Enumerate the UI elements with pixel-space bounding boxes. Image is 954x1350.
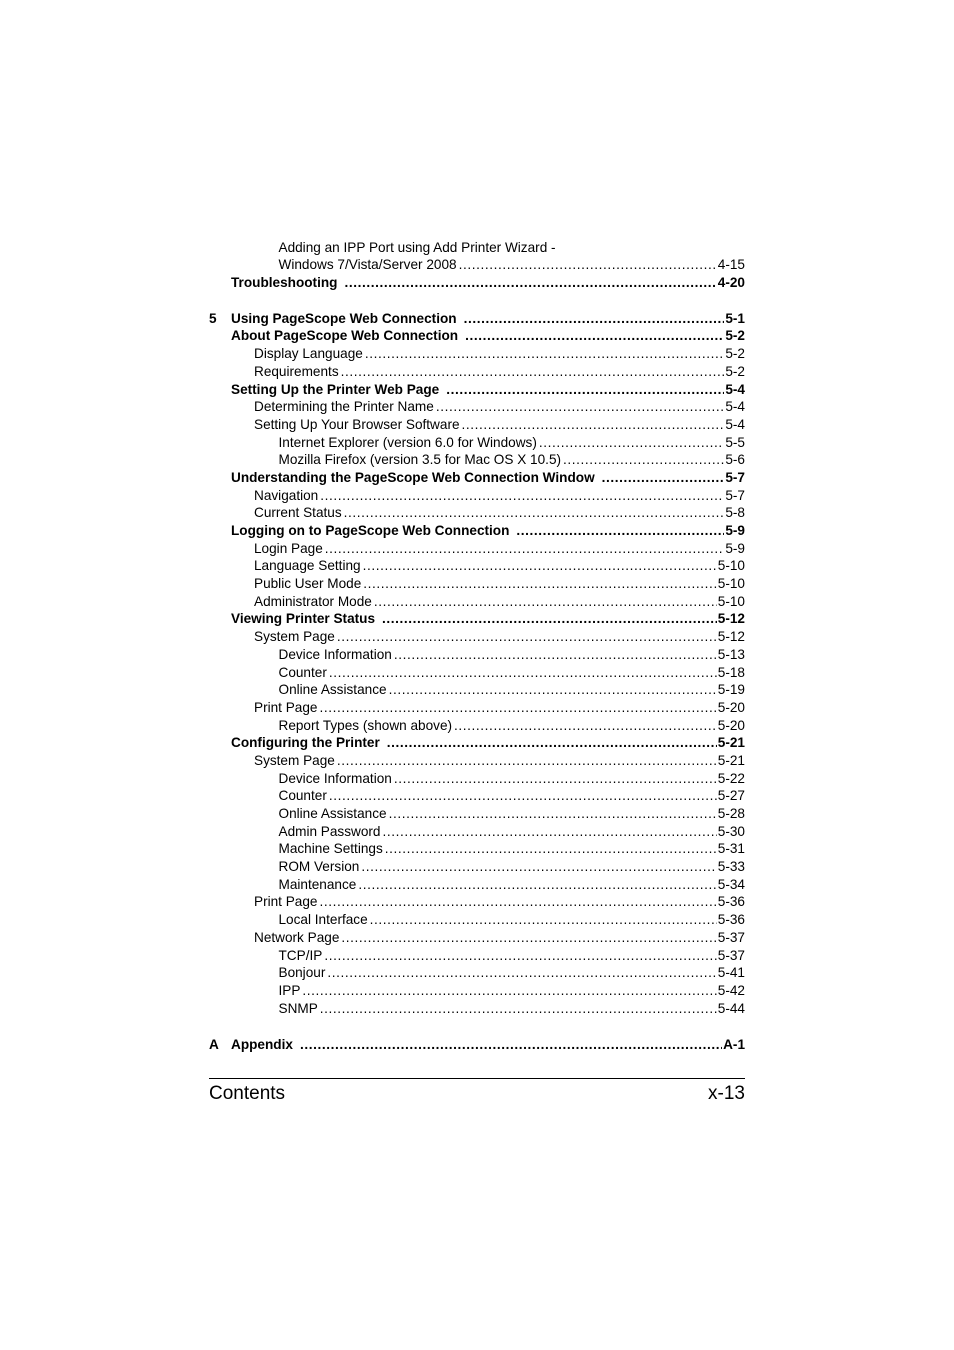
toc-dot-leader: [459, 257, 717, 272]
toc-page-number: 5-1: [725, 310, 745, 326]
toc-entry[interactable]: [209, 662, 745, 680]
toc-dot-leader: [394, 771, 717, 786]
toc-page-number: 5-21: [717, 752, 745, 768]
toc-dot-leader: [344, 505, 725, 520]
toc-page-number: 5-27: [717, 788, 745, 804]
toc-dot-leader: [370, 912, 717, 927]
toc-entry[interactable]: [209, 1035, 745, 1053]
toc-entry-title: Navigation: [254, 487, 319, 503]
toc-entry[interactable]: [209, 680, 745, 698]
toc-dot-leader: [563, 452, 724, 467]
toc-dot-leader: [325, 541, 725, 556]
toc-entry-title: Maintenance: [278, 876, 357, 892]
toc-entry[interactable]: [209, 874, 745, 892]
toc-entry[interactable]: [209, 927, 745, 945]
toc-page-number: 5-7: [725, 469, 745, 485]
toc-entry-title: Device Information: [278, 770, 392, 786]
toc-page-number: 5-2: [725, 328, 745, 344]
toc-page-number: 5-9: [725, 540, 745, 556]
toc-dot-leader: [454, 718, 717, 733]
toc-dot-leader: [374, 594, 717, 609]
toc-entry[interactable]: [209, 839, 745, 857]
toc-page-number: 5-21: [717, 735, 745, 751]
toc-page-number: 5-44: [717, 1000, 745, 1016]
toc-entry[interactable]: [209, 733, 745, 751]
toc-entry-title: Setting Up Your Browser Software: [254, 416, 460, 432]
toc-dot-leader: [329, 788, 717, 803]
toc-entry[interactable]: [209, 397, 745, 415]
toc-chapter-number: 5: [209, 310, 217, 326]
toc-entry[interactable]: [209, 450, 745, 468]
toc-entry[interactable]: [209, 538, 745, 556]
toc-entry-title: Requirements: [254, 363, 339, 379]
toc-page-number: 5-33: [717, 859, 745, 875]
toc-page-number: 5-2: [725, 346, 745, 362]
toc-dot-leader: [465, 328, 724, 343]
toc-entry-title: Bonjour: [278, 965, 326, 981]
toc-entry[interactable]: [209, 892, 745, 910]
toc-dot-leader: [516, 523, 724, 538]
toc-entry-title: Adding an IPP Port using Add Printer Wizard -: [278, 239, 556, 255]
toc-page-number: 4-20: [717, 275, 745, 291]
toc-page-number: 5-10: [717, 558, 745, 574]
toc-entry-title: Mozilla Firefox (version 3.5 for Mac OS X 10.5): [278, 452, 562, 468]
toc-entry[interactable]: [209, 998, 745, 1016]
toc-entry[interactable]: [209, 573, 745, 591]
toc-entry-title: About PageScope Web Connection: [231, 328, 459, 344]
toc-entry-title: Public User Mode: [254, 576, 362, 592]
toc-entry[interactable]: [209, 343, 745, 361]
toc-page-number: 5-28: [717, 806, 745, 821]
toc-dot-leader: [382, 611, 717, 626]
toc-entry-title: Machine Settings: [278, 841, 383, 857]
toc-page-number: 5-36: [717, 894, 745, 910]
toc-page-number: 5-41: [717, 965, 745, 981]
toc-page-number: 5-42: [717, 982, 745, 998]
toc-entry[interactable]: [209, 980, 745, 998]
toc-entry[interactable]: [209, 963, 745, 981]
toc-entry[interactable]: [209, 609, 745, 627]
toc-page-number: 5-31: [717, 841, 745, 857]
footer-page-number: x-13: [708, 1083, 745, 1104]
toc-entry-title: Logging on to PageScope Web Connection: [231, 523, 510, 538]
toc-page-number: 5-4: [725, 416, 745, 432]
toc-entry[interactable]: [209, 520, 745, 538]
toc-page-number: 5-36: [717, 912, 745, 928]
toc-page-number: 5-30: [717, 823, 745, 839]
toc-page-number: 5-6: [725, 452, 745, 468]
toc-entry-title: Troubleshooting: [231, 275, 338, 291]
toc-entry-title: Online Assistance: [278, 806, 387, 821]
toc-dot-leader: [462, 417, 725, 432]
toc-entry[interactable]: [209, 803, 745, 821]
toc-dot-leader: [329, 665, 717, 680]
toc-page-number: 4-15: [717, 257, 745, 273]
toc-entry[interactable]: [209, 856, 745, 874]
toc-page-number: 5-20: [717, 717, 745, 733]
toc-entry-title: Determining the Printer Name: [254, 399, 434, 415]
toc-entry-title: Understanding the PageScope Web Connection Window: [231, 469, 595, 485]
toc-page-number: 5-18: [717, 664, 745, 680]
toc-entry-title: IPP: [278, 982, 301, 998]
toc-dot-leader: [363, 576, 716, 591]
toc-page-number: 5-4: [725, 381, 745, 397]
toc-dot-leader: [320, 1001, 717, 1016]
toc-entry[interactable]: [209, 626, 745, 644]
toc-dot-leader: [383, 824, 717, 839]
toc-dot-leader: [464, 311, 725, 326]
toc-entry-title: Device Information: [278, 646, 392, 662]
toc-page-number: 5-13: [717, 646, 745, 662]
toc-entry[interactable]: [209, 432, 745, 450]
toc-entry-title: Language Setting: [254, 558, 361, 574]
toc-page-number: 5-22: [717, 770, 745, 786]
toc-page-number: 5-2: [725, 363, 745, 379]
toc-dot-leader: [341, 930, 716, 945]
toc-entry-title: Local Interface: [278, 912, 368, 928]
toc-page-number: 5-34: [717, 876, 745, 892]
toc-entry-title: Report Types (shown above): [278, 717, 453, 733]
toc-page-number: 5-10: [717, 593, 745, 609]
toc-page-number: 5-9: [725, 523, 745, 538]
footer-divider: [209, 1078, 745, 1079]
toc-entry-title: TCP/IP: [278, 947, 323, 963]
toc-page-number: 5-5: [725, 434, 745, 450]
toc-dot-leader: [602, 470, 725, 485]
toc-entry[interactable]: [209, 503, 745, 521]
toc-entry-title: Viewing Printer Status: [231, 611, 376, 627]
toc-dot-leader: [319, 700, 716, 715]
toc-entry[interactable]: [209, 326, 745, 344]
toc-dot-leader: [389, 806, 717, 821]
toc-dot-leader: [319, 894, 716, 909]
toc-entry-title: System Page: [254, 629, 335, 645]
toc-entry-title: Windows 7/Vista/Server 2008: [278, 257, 457, 273]
toc-dot-leader: [300, 1037, 722, 1052]
toc-entry[interactable]: [209, 237, 745, 255]
footer-section-title: Contents: [209, 1083, 286, 1104]
toc-entry-title: Using PageScope Web Connection: [231, 310, 457, 326]
toc-entry-title: ROM Version: [278, 859, 360, 875]
toc-entry-title: SNMP: [278, 1000, 318, 1016]
toc-dot-leader: [337, 629, 717, 644]
toc-dot-leader: [361, 859, 716, 874]
toc-dot-leader: [327, 965, 716, 980]
toc-entry[interactable]: [209, 556, 745, 574]
toc-page-number: 5-12: [717, 611, 745, 627]
toc-page-number: 5-20: [717, 699, 745, 715]
toc-entry[interactable]: [209, 945, 745, 963]
toc-dot-leader: [302, 983, 716, 998]
toc-entry[interactable]: [209, 379, 745, 397]
table-of-contents: [209, 237, 745, 1052]
toc-entry-title: Configuring the Printer: [231, 735, 380, 751]
toc-entry[interactable]: [209, 414, 745, 432]
toc-entry-title: Setting Up the Printer Web Page: [231, 381, 440, 397]
toc-page-number: 5-19: [717, 682, 745, 698]
toc-page-number: 5-7: [725, 487, 745, 503]
toc-chapter-number: A: [209, 1037, 219, 1053]
toc-entry-title: Print Page: [254, 894, 318, 910]
toc-entry[interactable]: [209, 485, 745, 503]
toc-dot-leader: [394, 647, 717, 662]
toc-entry-title: Online Assistance: [278, 682, 387, 698]
toc-page-number: 5-8: [725, 505, 745, 521]
toc-entry-title: Network Page: [254, 929, 340, 945]
toc-entry-title: Admin Password: [278, 823, 381, 839]
toc-entry[interactable]: [209, 591, 745, 609]
toc-dot-leader: [365, 346, 725, 361]
toc-entry[interactable]: [209, 821, 745, 839]
toc-entry-title: Administrator Mode: [254, 593, 372, 609]
toc-entry[interactable]: [209, 272, 745, 290]
toc-dot-leader: [363, 558, 717, 573]
toc-entry[interactable]: [209, 361, 745, 379]
toc-dot-leader: [344, 275, 716, 290]
toc-entry[interactable]: [209, 786, 745, 804]
toc-entry-title: Appendix: [231, 1037, 293, 1053]
toc-entry[interactable]: [209, 644, 745, 662]
toc-page-number: 5-4: [725, 399, 745, 415]
toc-entry-title: Counter: [278, 664, 327, 680]
toc-dot-leader: [337, 753, 717, 768]
toc-entry-title: Internet Explorer (version 6.0 for Windows): [278, 434, 537, 450]
toc-dot-leader: [324, 948, 716, 963]
toc-dot-leader: [385, 841, 717, 856]
toc-page-number: 5-37: [717, 929, 745, 945]
toc-entry[interactable]: [209, 715, 745, 733]
toc-page-number: 5-12: [717, 629, 745, 645]
toc-entry-title: Login Page: [254, 540, 323, 556]
toc-entry[interactable]: [209, 467, 745, 485]
toc-entry-title: Current Status: [254, 505, 342, 521]
toc-dot-leader: [539, 435, 724, 450]
toc-dot-leader: [320, 488, 724, 503]
toc-dot-leader: [436, 399, 725, 414]
toc-page-number: 5-10: [717, 576, 745, 592]
toc-dot-leader: [358, 877, 716, 892]
toc-entry[interactable]: [209, 750, 745, 768]
toc-dot-leader: [387, 735, 717, 750]
toc-entry[interactable]: [209, 255, 745, 273]
toc-entry-title: Print Page: [254, 699, 318, 715]
toc-page-number: 5-37: [717, 947, 745, 963]
toc-entry-title: Counter: [278, 788, 327, 804]
toc-dot-leader: [341, 364, 725, 379]
toc-entry-title: Display Language: [254, 346, 363, 362]
toc-entry[interactable]: [209, 909, 745, 927]
toc-entry[interactable]: [209, 308, 745, 326]
toc-dot-leader: [446, 382, 724, 397]
toc-entry[interactable]: [209, 697, 745, 715]
toc-entry[interactable]: [209, 768, 745, 786]
toc-entry-title: System Page: [254, 752, 335, 768]
toc-dot-leader: [389, 682, 717, 697]
toc-page-number: A-1: [723, 1037, 745, 1053]
